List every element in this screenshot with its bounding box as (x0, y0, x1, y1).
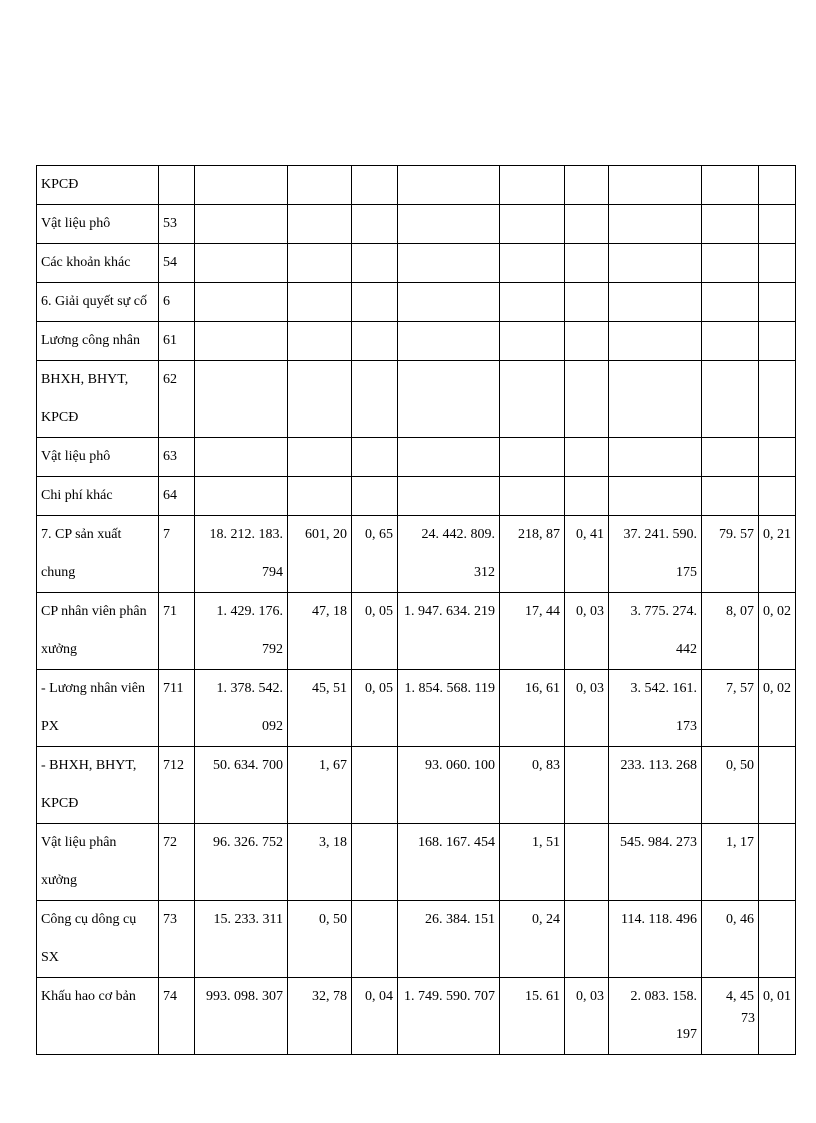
table-row (37, 205, 796, 244)
value-cell (609, 361, 702, 438)
value-cell: 26. 384. 151 (398, 901, 500, 978)
table-row (37, 747, 796, 824)
value-cell (352, 477, 398, 516)
value-cell: 233. 113. 268 (609, 747, 702, 824)
value-cell: 0, 01 (759, 978, 796, 1055)
row-label-cell: 6. Giải quyết sự cố (37, 283, 159, 322)
value-cell: 0, 02 (759, 593, 796, 670)
value-cell: 0, 03 (565, 978, 609, 1055)
value-cell (288, 283, 352, 322)
code-cell: 6 (159, 283, 195, 322)
value-cell: 0, 02 (759, 670, 796, 747)
value-cell (759, 747, 796, 824)
value-cell: 3. 542. 161. 173 (609, 670, 702, 747)
row-label-cell: Chi phí khác (37, 477, 159, 516)
row-label-cell: BHXH, BHYT, KPCĐ (37, 361, 159, 438)
value-cell (565, 322, 609, 361)
value-cell (352, 824, 398, 901)
value-cell: 3, 18 (288, 824, 352, 901)
code-cell: 64 (159, 477, 195, 516)
value-cell (609, 205, 702, 244)
value-cell (288, 477, 352, 516)
row-label-cell: 7. CP sản xuất chung (37, 516, 159, 593)
value-cell: 3. 775. 274. 442 (609, 593, 702, 670)
value-cell: 993. 098. 307 (195, 978, 288, 1055)
table-row (37, 901, 796, 978)
row-label-cell: Công cụ dông cụ SX (37, 901, 159, 978)
row-label-cell: Vật liệu phô (37, 205, 159, 244)
row-label-cell: Các khoản khác (37, 244, 159, 283)
value-cell (288, 205, 352, 244)
value-cell (195, 283, 288, 322)
value-cell (702, 166, 759, 205)
table-row (37, 361, 796, 438)
value-cell (398, 205, 500, 244)
value-cell (398, 244, 500, 283)
value-cell (500, 166, 565, 205)
value-cell (288, 438, 352, 477)
table-row (37, 244, 796, 283)
code-cell: 711 (159, 670, 195, 747)
value-cell (565, 283, 609, 322)
value-cell (702, 438, 759, 477)
value-cell (759, 205, 796, 244)
value-cell (759, 166, 796, 205)
value-cell (609, 283, 702, 322)
value-cell (565, 205, 609, 244)
row-label-cell: Vật liệu phân xưởng (37, 824, 159, 901)
value-cell (352, 361, 398, 438)
value-cell: 0, 05 (352, 670, 398, 747)
value-cell: 0, 46 (702, 901, 759, 978)
value-cell (702, 361, 759, 438)
value-cell (500, 205, 565, 244)
table-row (37, 166, 796, 205)
value-cell (352, 901, 398, 978)
value-cell (702, 205, 759, 244)
value-cell: 50. 634. 700 (195, 747, 288, 824)
value-cell: 47, 18 (288, 593, 352, 670)
value-cell: 2. 083. 158. 197 (609, 978, 702, 1055)
value-cell (398, 166, 500, 205)
code-cell: 54 (159, 244, 195, 283)
value-cell (609, 244, 702, 283)
value-cell (565, 244, 609, 283)
code-cell: 7 (159, 516, 195, 593)
code-cell: 74 (159, 978, 195, 1055)
row-label-cell: - BHXH, BHYT, KPCĐ (37, 747, 159, 824)
value-cell: 0, 83 (500, 747, 565, 824)
code-cell: 62 (159, 361, 195, 438)
code-cell: 61 (159, 322, 195, 361)
value-cell: 0, 05 (352, 593, 398, 670)
value-cell: 168. 167. 454 (398, 824, 500, 901)
row-label-cell: KPCĐ (37, 166, 159, 205)
value-cell (500, 322, 565, 361)
value-cell (288, 244, 352, 283)
value-cell (500, 244, 565, 283)
value-cell (759, 438, 796, 477)
value-cell: 0, 03 (565, 670, 609, 747)
code-cell: 63 (159, 438, 195, 477)
value-cell (352, 747, 398, 824)
value-cell (398, 361, 500, 438)
value-cell: 0, 24 (500, 901, 565, 978)
table-row (37, 322, 796, 361)
value-cell: 1. 378. 542. 092 (195, 670, 288, 747)
value-cell (398, 438, 500, 477)
value-cell (352, 244, 398, 283)
value-cell (195, 361, 288, 438)
value-cell: 601, 20 (288, 516, 352, 593)
value-cell (352, 283, 398, 322)
value-cell (565, 166, 609, 205)
value-cell: 7, 57 (702, 670, 759, 747)
value-cell (759, 901, 796, 978)
value-cell: 18. 212. 183. 794 (195, 516, 288, 593)
value-cell: 1, 67 (288, 747, 352, 824)
value-cell: 16, 61 (500, 670, 565, 747)
value-cell (565, 901, 609, 978)
value-cell: 15. 233. 311 (195, 901, 288, 978)
value-cell: 93. 060. 100 (398, 747, 500, 824)
value-cell: 96. 326. 752 (195, 824, 288, 901)
code-cell: 73 (159, 901, 195, 978)
row-label-cell: Lương công nhân (37, 322, 159, 361)
value-cell (565, 747, 609, 824)
value-cell: 0, 65 (352, 516, 398, 593)
value-cell: 114. 118. 496 (609, 901, 702, 978)
value-cell: 218, 87 (500, 516, 565, 593)
value-cell (759, 322, 796, 361)
value-cell: 32, 78 (288, 978, 352, 1055)
value-cell (398, 322, 500, 361)
table-row (37, 978, 796, 1055)
value-cell (352, 205, 398, 244)
value-cell (609, 438, 702, 477)
value-cell (609, 166, 702, 205)
value-cell (702, 244, 759, 283)
table-row (37, 438, 796, 477)
value-cell: 0, 50 (288, 901, 352, 978)
value-cell: 0, 03 (565, 593, 609, 670)
value-cell (288, 166, 352, 205)
value-cell: 1. 749. 590. 707 (398, 978, 500, 1055)
value-cell (609, 322, 702, 361)
code-cell: 712 (159, 747, 195, 824)
table-row (37, 283, 796, 322)
value-cell (500, 283, 565, 322)
value-cell (352, 438, 398, 477)
value-cell: 1. 854. 568. 119 (398, 670, 500, 747)
value-cell: 1. 947. 634. 219 (398, 593, 500, 670)
table-row (37, 593, 796, 670)
value-cell (195, 477, 288, 516)
value-cell: 1, 51 (500, 824, 565, 901)
value-cell (759, 361, 796, 438)
code-cell (159, 166, 195, 205)
value-cell (288, 322, 352, 361)
value-cell (195, 166, 288, 205)
code-cell: 71 (159, 593, 195, 670)
value-cell (565, 824, 609, 901)
row-label-cell: Khấu hao cơ bản (37, 978, 159, 1055)
value-cell: 8, 07 (702, 593, 759, 670)
value-cell (500, 477, 565, 516)
value-cell (565, 477, 609, 516)
value-cell: 1. 429. 176. 792 (195, 593, 288, 670)
value-cell (500, 438, 565, 477)
value-cell (759, 824, 796, 901)
code-cell: 72 (159, 824, 195, 901)
value-cell (195, 322, 288, 361)
page-number: 73 (741, 1011, 755, 1026)
row-label-cell: - Lương nhân viên PX (37, 670, 159, 747)
value-cell (565, 438, 609, 477)
value-cell (352, 166, 398, 205)
value-cell (398, 283, 500, 322)
row-label-cell: CP nhân viên phân xưởng (37, 593, 159, 670)
value-cell (609, 477, 702, 516)
value-cell (759, 477, 796, 516)
table-row (37, 824, 796, 901)
value-cell: 17, 44 (500, 593, 565, 670)
row-label-cell: Vật liệu phô (37, 438, 159, 477)
value-cell (500, 361, 565, 438)
value-cell: 545. 984. 273 (609, 824, 702, 901)
value-cell: 0, 21 (759, 516, 796, 593)
value-cell (195, 438, 288, 477)
value-cell: 0, 41 (565, 516, 609, 593)
value-cell (759, 283, 796, 322)
value-cell: 79. 57 (702, 516, 759, 593)
value-cell (702, 477, 759, 516)
value-cell (565, 361, 609, 438)
value-cell (352, 322, 398, 361)
value-cell (288, 361, 352, 438)
value-cell: 0, 04 (352, 978, 398, 1055)
value-cell: 45, 51 (288, 670, 352, 747)
value-cell: 0, 50 (702, 747, 759, 824)
value-cell (195, 205, 288, 244)
table-row (37, 670, 796, 747)
value-cell: 1, 17 (702, 824, 759, 901)
value-cell: 15. 61 (500, 978, 565, 1055)
value-cell: 37. 241. 590. 175 (609, 516, 702, 593)
value-cell (702, 283, 759, 322)
value-cell: 24. 442. 809. 312 (398, 516, 500, 593)
table-row (37, 477, 796, 516)
value-cell (398, 477, 500, 516)
table-row (37, 516, 796, 593)
code-cell: 53 (159, 205, 195, 244)
value-cell (195, 244, 288, 283)
value-cell (759, 244, 796, 283)
cost-table (36, 165, 796, 1055)
value-cell: 4, 45 (702, 978, 759, 1055)
value-cell (702, 322, 759, 361)
